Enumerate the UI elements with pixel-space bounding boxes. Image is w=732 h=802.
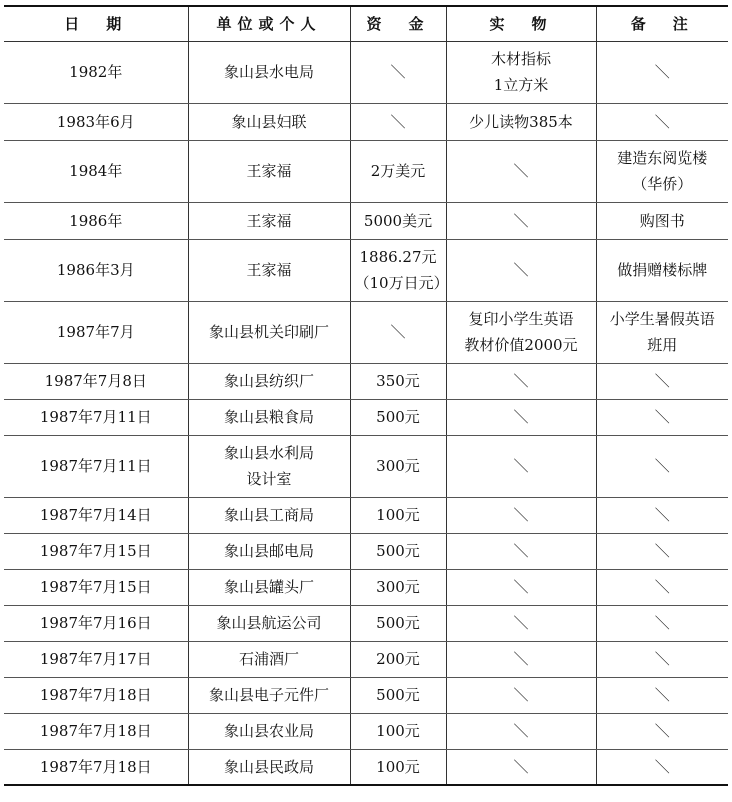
table-row [4, 399, 728, 435]
cell-date: 1983年6月 [4, 103, 188, 140]
cell-fund [350, 749, 446, 785]
cell-unit-line: 象山县水利局 [223, 444, 314, 462]
cell-fund [350, 435, 446, 497]
cell-note-line: ＼ [654, 722, 670, 740]
cell-date: 1987年7月16日 [4, 605, 188, 641]
cell-goods [446, 435, 596, 497]
table-row [4, 363, 728, 399]
cell-goods-line: ＼ [513, 506, 529, 524]
cell-goods-line: ＼ [513, 686, 529, 704]
cell-fund [350, 713, 446, 749]
cell-unit [188, 301, 350, 363]
cell-note [596, 301, 728, 363]
table-body [4, 41, 728, 785]
cell-fund-line: 500元 [376, 686, 420, 704]
cell-unit [188, 713, 350, 749]
cell-goods [446, 497, 596, 533]
cell-fund-line: 350元 [376, 372, 420, 390]
cell-unit [188, 533, 350, 569]
cell-note [596, 435, 728, 497]
cell-unit [188, 41, 350, 103]
cell-goods-line: ＼ [513, 757, 529, 776]
cell-note-line: ＼ [654, 757, 670, 776]
cell-fund-line: 1886.27元 [359, 248, 437, 266]
cell-fund [350, 301, 446, 363]
cell-note [596, 41, 728, 103]
header-fund: 资 金 [350, 6, 446, 41]
donation-table [4, 5, 728, 786]
cell-note-line: ＼ [654, 408, 670, 426]
header-date: 日 期 [4, 6, 188, 41]
cell-date: 1987年7月14日 [4, 497, 188, 533]
cell-goods-line: ＼ [513, 542, 529, 560]
cell-goods [446, 749, 596, 785]
cell-fund-line: （10万日元） [354, 274, 449, 292]
cell-unit-line: 象山县罐头厂 [223, 578, 314, 596]
cell-note-line: ＼ [654, 112, 670, 131]
cell-unit [188, 435, 350, 497]
cell-goods-line: ＼ [513, 578, 529, 596]
cell-note-line: 购图书 [639, 211, 685, 230]
cell-goods [446, 677, 596, 713]
cell-fund-line: 5000美元 [363, 211, 433, 230]
cell-note [596, 497, 728, 533]
table-row [4, 677, 728, 713]
cell-note [596, 641, 728, 677]
cell-unit [188, 140, 350, 202]
cell-fund-line: 200元 [376, 650, 420, 668]
cell-note [596, 569, 728, 605]
cell-fund [350, 140, 446, 202]
cell-date: 1987年7月18日 [4, 749, 188, 785]
cell-note [596, 713, 728, 749]
cell-note [596, 140, 728, 202]
table-row [4, 749, 728, 785]
cell-note-line: ＼ [654, 686, 670, 704]
cell-unit-line: 象山县粮食局 [223, 408, 314, 426]
cell-note-line: 建造东阅览楼 [617, 149, 708, 167]
cell-fund-line: 2万美元 [370, 162, 426, 180]
cell-date: 1986年 [4, 202, 188, 239]
cell-note-line: （华侨） [632, 175, 693, 193]
cell-date: 1984年 [4, 140, 188, 202]
cell-note [596, 399, 728, 435]
header-unit: 单位或个人 [188, 6, 350, 41]
cell-note-line: ＼ [654, 578, 670, 596]
cell-note-line: 做捐赠楼标牌 [617, 261, 708, 279]
cell-goods [446, 641, 596, 677]
cell-unit-line: 象山县水电局 [223, 63, 314, 81]
cell-unit-line: 王家福 [246, 261, 292, 279]
header-row [4, 6, 728, 41]
table-row [4, 103, 728, 140]
cell-fund [350, 363, 446, 399]
cell-unit [188, 605, 350, 641]
cell-date: 1987年7月15日 [4, 533, 188, 569]
cell-fund [350, 533, 446, 569]
cell-fund-line: 300元 [376, 578, 420, 596]
cell-unit [188, 641, 350, 677]
cell-goods-line: 复印小学生英语 [468, 310, 574, 328]
cell-date: 1987年7月17日 [4, 641, 188, 677]
cell-note [596, 533, 728, 569]
cell-goods [446, 103, 596, 140]
cell-note-line: 小学生暑假英语 [609, 310, 715, 328]
cell-goods-line: 1立方米 [493, 76, 549, 94]
cell-unit-line: 象山县机关印刷厂 [208, 323, 329, 341]
table-row [4, 713, 728, 749]
cell-fund [350, 103, 446, 140]
cell-unit-line: 象山县航运公司 [216, 614, 322, 632]
cell-goods-line: ＼ [513, 614, 529, 632]
cell-fund [350, 641, 446, 677]
cell-unit-line: 象山县电子元件厂 [208, 686, 329, 704]
cell-note [596, 749, 728, 785]
cell-goods-line: 木材指标 [490, 50, 551, 68]
cell-note-line: ＼ [654, 506, 670, 524]
cell-unit [188, 677, 350, 713]
cell-date: 1987年7月11日 [4, 435, 188, 497]
cell-goods-line: ＼ [513, 261, 529, 279]
cell-goods-line: 少儿读物385本 [469, 112, 573, 131]
cell-goods [446, 202, 596, 239]
cell-fund-line: 100元 [376, 506, 420, 524]
cell-goods [446, 713, 596, 749]
cell-fund [350, 605, 446, 641]
cell-goods [446, 399, 596, 435]
cell-fund [350, 399, 446, 435]
cell-unit-line: 象山县纺织厂 [223, 372, 314, 390]
cell-fund-line: 500元 [376, 614, 420, 632]
table-row [4, 435, 728, 497]
cell-goods [446, 533, 596, 569]
cell-fund-line: 500元 [376, 542, 420, 560]
cell-note-line: ＼ [654, 372, 670, 390]
table-row [4, 641, 728, 677]
cell-date: 1987年7月 [4, 301, 188, 363]
cell-note-line: ＼ [654, 614, 670, 632]
cell-unit [188, 569, 350, 605]
cell-note [596, 103, 728, 140]
cell-goods [446, 41, 596, 103]
cell-date: 1986年3月 [4, 239, 188, 301]
cell-date: 1987年7月11日 [4, 399, 188, 435]
cell-unit-line: 王家福 [246, 162, 292, 180]
cell-unit-line: 象山县农业局 [223, 722, 314, 740]
table-row [4, 605, 728, 641]
table-row [4, 140, 728, 202]
cell-fund-line: 100元 [376, 757, 420, 776]
cell-date: 1982年 [4, 41, 188, 103]
cell-unit-line: 象山县工商局 [223, 506, 314, 524]
cell-goods-line: ＼ [513, 408, 529, 426]
cell-unit [188, 103, 350, 140]
cell-fund-line: 500元 [376, 408, 420, 426]
cell-fund [350, 239, 449, 301]
cell-goods-line: ＼ [513, 372, 529, 390]
cell-note [596, 605, 728, 641]
cell-goods-line: ＼ [513, 162, 529, 180]
cell-goods-line: ＼ [513, 457, 529, 475]
cell-goods [446, 605, 596, 641]
cell-fund-line: ＼ [390, 323, 406, 341]
cell-fund-line: ＼ [390, 63, 406, 81]
cell-fund-line: ＼ [390, 112, 406, 131]
cell-date: 1987年7月15日 [4, 569, 188, 605]
cell-goods [446, 569, 596, 605]
table-row [4, 569, 728, 605]
cell-date: 1987年7月18日 [4, 713, 188, 749]
cell-note-line: ＼ [654, 542, 670, 560]
cell-date: 1987年7月8日 [4, 363, 188, 399]
cell-date: 1987年7月18日 [4, 677, 188, 713]
header-note: 备 注 [596, 6, 728, 41]
cell-fund [350, 497, 446, 533]
cell-unit-line: 王家福 [246, 211, 292, 230]
cell-unit [188, 399, 350, 435]
table-header [4, 6, 728, 41]
table-row [4, 533, 728, 569]
cell-note [596, 677, 728, 713]
table-row [4, 41, 728, 103]
cell-goods-line: 教材价值2000元 [464, 336, 578, 354]
table-row [4, 497, 728, 533]
cell-goods [446, 363, 596, 399]
cell-note-line: ＼ [654, 63, 670, 81]
cell-fund [350, 41, 446, 103]
cell-fund-line: 100元 [376, 722, 420, 740]
table-row [4, 239, 728, 301]
cell-fund [350, 677, 446, 713]
cell-goods-line: ＼ [513, 211, 529, 230]
header-goods: 实 物 [446, 6, 596, 41]
cell-note [596, 239, 728, 301]
cell-note-line: ＼ [654, 650, 670, 668]
cell-unit-line: 象山县妇联 [231, 112, 307, 131]
cell-unit-line: 象山县民政局 [223, 757, 314, 776]
table-row [4, 301, 728, 363]
cell-goods-line: ＼ [513, 722, 529, 740]
cell-unit-line: 设计室 [246, 470, 292, 488]
cell-note [596, 363, 728, 399]
cell-unit-line: 象山县邮电局 [223, 542, 314, 560]
cell-fund-line: 300元 [376, 457, 420, 475]
cell-note-line: 班用 [647, 336, 678, 354]
cell-unit-line: 石浦酒厂 [238, 650, 299, 668]
cell-goods [446, 140, 596, 202]
cell-note [596, 202, 728, 239]
cell-goods [446, 301, 596, 363]
cell-goods-line: ＼ [513, 650, 529, 668]
table-row [4, 202, 728, 239]
cell-unit [188, 239, 350, 301]
cell-note-line: ＼ [654, 457, 670, 475]
cell-fund [350, 569, 446, 605]
cell-unit [188, 202, 350, 239]
cell-goods [446, 239, 596, 301]
cell-unit [188, 497, 350, 533]
cell-unit [188, 749, 350, 785]
cell-unit [188, 363, 350, 399]
cell-fund [350, 202, 446, 239]
